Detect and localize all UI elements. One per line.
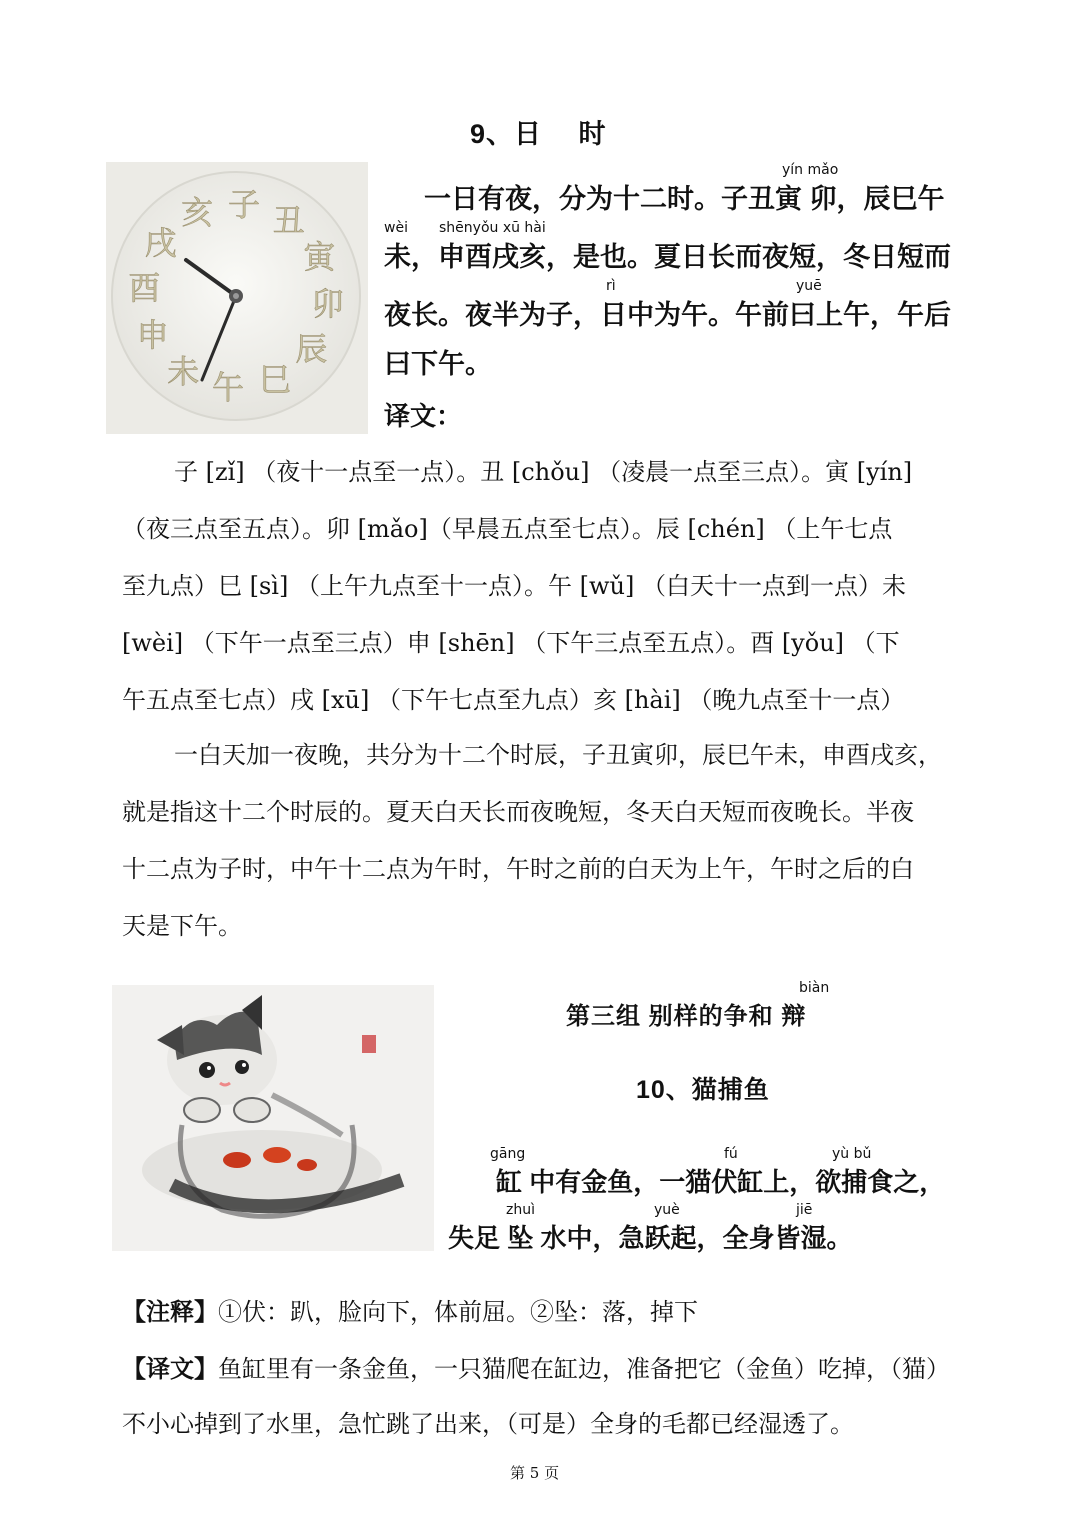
translation-line: 子 [zǐ] （夜十一点至一点）。丑 [chǒu] （凌晨一点至三点）。寅 [yín] [174, 458, 913, 486]
trans-line-2: 不小心掉到了水里，急忙跳了出来，（可是）全身的毛都已经湿透了。 [122, 1410, 854, 1438]
section-9-title: 9、日 时 [470, 119, 607, 149]
text-line-3: 夜长。夜半为子，日中为午。午前曰上午，午后 [384, 300, 951, 330]
trans-text-1: 鱼缸里有一条金鱼，一只猫爬在缸边，准备把它（金鱼）吃掉，（猫） [218, 1355, 950, 1383]
section-9-text [384, 160, 984, 390]
cat-fish-illustration [112, 985, 434, 1251]
pinyin-wei: wèi [384, 220, 408, 236]
clock-char: 酉 [128, 269, 161, 307]
clock-char: 卯 [311, 285, 344, 323]
section-10-text [448, 1146, 988, 1256]
clock-char: 未 [167, 352, 200, 391]
clock-char: 辰 [295, 329, 328, 368]
explain-line: 十二点为子时，中午十二点为午时，午时之前的白天为上午，午时之后的白 [122, 855, 914, 883]
explain-line: 一白天加一夜晚，共分为十二个时辰，子丑寅卯，辰巳午未，申酉戌亥， [174, 741, 942, 769]
text-line-4: 曰下午。 [384, 349, 492, 379]
pinyin-yue: yuè [654, 1202, 680, 1218]
clock-char: 子 [227, 185, 261, 224]
text-line-2: 未，申酉戌亥，是也。夏日长而夜短，冬日短而 [384, 242, 951, 272]
translation-line: [wèi] （下午一点至三点）申 [shēn] （下午三点至五点）。酉 [yǒu] （下 [122, 629, 900, 657]
pinyin-gang: gāng [490, 1146, 526, 1162]
text-line-1: 一日有夜，分为十二时。子丑寅 卯，辰巳午 [424, 184, 945, 214]
section-10-title: 10、猫捕鱼 [636, 1076, 770, 1104]
pinyin-shen-you-xu-hai: shēnyǒu xū hài [439, 220, 546, 236]
translation-line: 午五点至七点）戌 [xū] （下午七点至九点）亥 [hài] （晚九点至十一点） [122, 686, 905, 714]
clock-char: 丑 [272, 201, 305, 240]
clock-char: 申 [136, 315, 169, 354]
pinyin-zhui: zhuì [506, 1202, 535, 1218]
pinyin-bian: biàn [799, 980, 830, 996]
clock-image [106, 162, 368, 434]
cat-painting-image [112, 985, 434, 1251]
text-line-1: 缸 中有金鱼，一猫伏缸上，欲捕食之， [496, 1167, 946, 1197]
pinyin-fu: fú [724, 1146, 738, 1162]
translation-label: 译文： [384, 401, 463, 431]
trans-label: 【译文】 [122, 1356, 218, 1383]
clock-char: 寅 [303, 238, 336, 277]
clock-char: 亥 [181, 193, 214, 232]
explain-line: 就是指这十二个时辰的。夏天白天长而夜晚短，冬天白天短而夜晚长。半夜 [122, 798, 914, 826]
pinyin-yin-mao: yín mǎo [782, 162, 839, 178]
trans-line-1 [122, 1349, 950, 1384]
clock-char: 巳 [258, 360, 291, 399]
pinyin-ri: rì [606, 278, 616, 294]
pinyin-jie: jiē [796, 1202, 813, 1218]
group-3-title: 第三组 别样的争和 辩 [566, 1003, 807, 1030]
page-number: 第 5 页 [510, 1464, 560, 1482]
explain-line: 天是下午。 [122, 912, 242, 940]
translation-line: （夜三点至五点）。卯 [mǎo]（早晨五点至七点）。辰 [chén] （上午七点 [122, 515, 893, 543]
pinyin-yu-bu: yù bǔ [832, 1146, 872, 1162]
group-3-heading [566, 980, 866, 1030]
note-text: ①伏：趴，脸向下，体前屈。②坠：落，掉下 [218, 1298, 698, 1326]
translation-line: 至九点）巳 [sì] （上午九点至十一点）。午 [wǔ] （白天十一点到一点）未 [122, 572, 906, 600]
clock-char: 午 [211, 368, 245, 407]
note-label: 【注释】 [122, 1299, 218, 1326]
clock-char: 戌 [144, 224, 177, 263]
text-line-2: 失足 坠 水中，急跃起，全身皆湿。 [448, 1223, 853, 1253]
pinyin-yue: yuē [796, 278, 822, 294]
note-line [122, 1292, 698, 1327]
clock-illustration [106, 162, 368, 434]
